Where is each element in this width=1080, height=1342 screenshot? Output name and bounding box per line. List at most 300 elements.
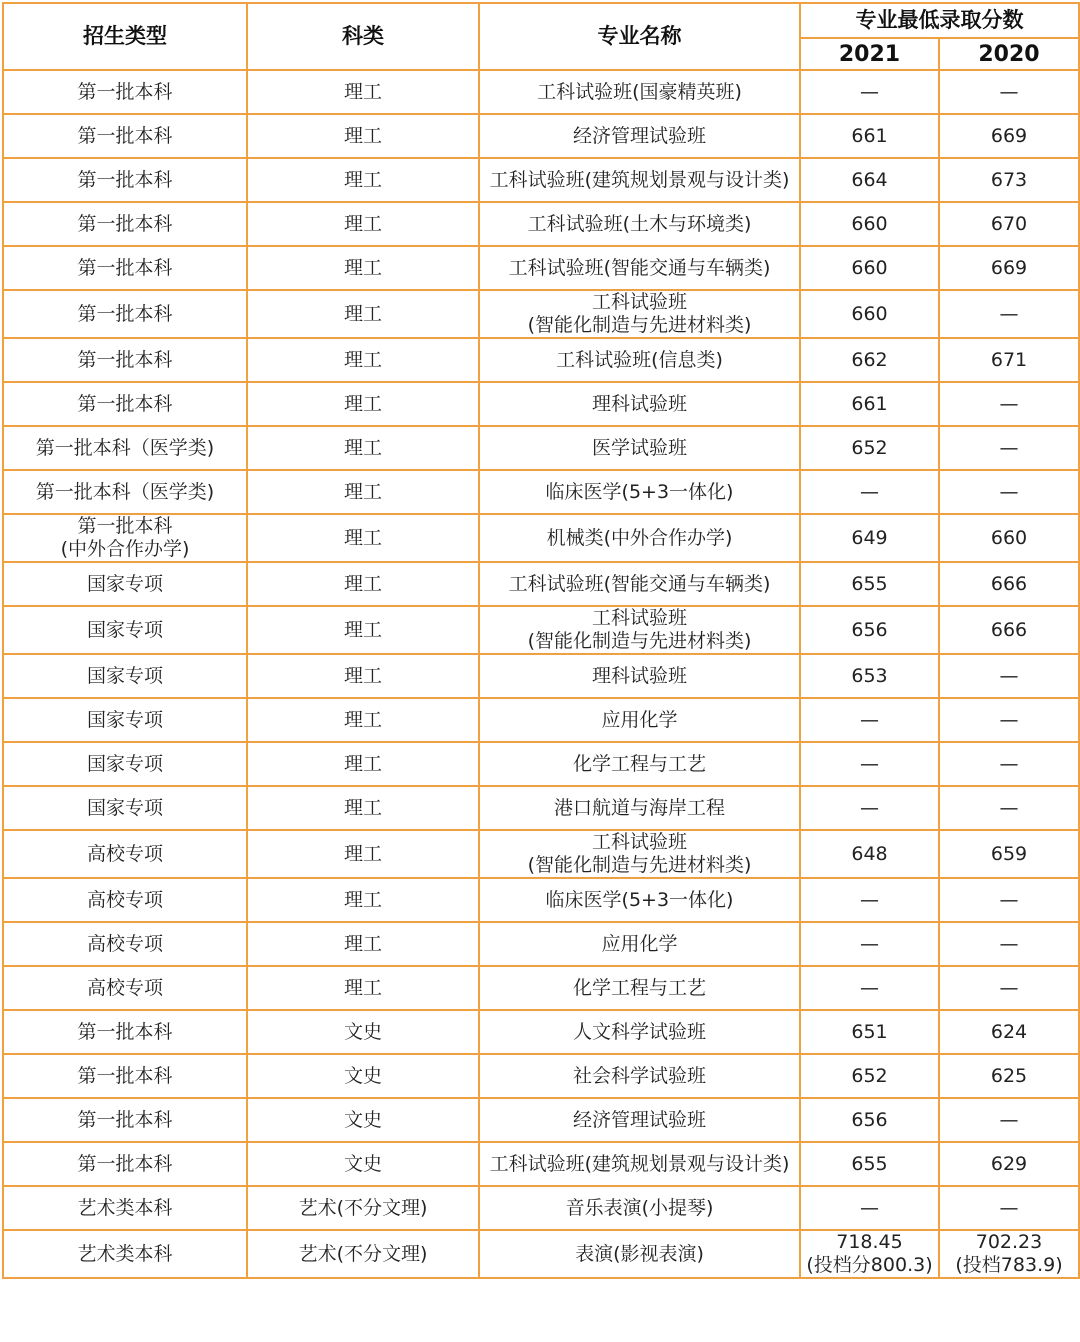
- cell-score-2021: [800, 290, 939, 338]
- cell-score-2020: [939, 158, 1079, 202]
- cell-text-line: 理工: [343, 796, 382, 819]
- cell-text-line: 理工: [343, 256, 382, 279]
- cell-subject-category: [247, 1230, 479, 1278]
- cell-major-name: [479, 742, 800, 786]
- cell-text-line: 文史: [343, 1108, 382, 1131]
- cell-text-line: 艺术(不分文理): [298, 1196, 428, 1219]
- cell-subject-category: [247, 202, 479, 246]
- cell-score-2020: [939, 426, 1079, 470]
- cell-major-name: [479, 70, 800, 114]
- cell-text-line: 第一批本科（医学类): [35, 480, 215, 503]
- cell-admission-type: [3, 158, 247, 202]
- cell-admission-type: [3, 70, 247, 114]
- table-row: [3, 290, 1079, 338]
- cell-score-2021: [800, 426, 939, 470]
- table-row: [3, 426, 1079, 470]
- cell-score-2021: [800, 246, 939, 290]
- cell-text-line: 629: [990, 1152, 1028, 1175]
- header-min-score-group: 专业最低录取分数: [800, 3, 1079, 38]
- cell-score-2020: [939, 1142, 1079, 1186]
- cell-text-line: 工科试验班: [591, 831, 687, 853]
- cell-score-2020: [939, 114, 1079, 158]
- cell-text-line: 艺术类本科: [77, 1242, 173, 1265]
- cell-major-name: [479, 698, 800, 742]
- cell-major-name: [479, 382, 800, 426]
- cell-subject-category: [247, 1186, 479, 1230]
- cell-score-2020: [939, 922, 1079, 966]
- cell-score-2021: [800, 966, 939, 1010]
- cell-score-2020: [939, 742, 1079, 786]
- header-subject-category: 科类: [247, 3, 479, 70]
- cell-text-line: 表演(影视表演): [575, 1242, 704, 1265]
- cell-text-line: 临床医学(5+3一体化): [545, 480, 734, 503]
- cell-score-2021: [800, 698, 939, 742]
- cell-score-2021: [800, 562, 939, 606]
- cell-text-line: 670: [990, 212, 1028, 235]
- table-row: [3, 1230, 1079, 1278]
- cell-score-2020: [939, 382, 1079, 426]
- cell-admission-type: [3, 114, 247, 158]
- table-row: [3, 114, 1079, 158]
- cell-score-2021: [800, 158, 939, 202]
- cell-text-line: 656: [851, 618, 888, 641]
- cell-score-2021: [800, 654, 939, 698]
- table-row: [3, 1054, 1079, 1098]
- cell-text-line: —: [999, 796, 1019, 819]
- cell-score-2020: [939, 606, 1079, 654]
- cell-text-line: 理工: [343, 976, 382, 999]
- cell-score-2020: [939, 562, 1079, 606]
- cell-subject-category: [247, 1010, 479, 1054]
- cell-text-line: (智能化制造与先进材料类): [527, 630, 752, 652]
- cell-text-line: (智能化制造与先进材料类): [527, 854, 752, 876]
- cell-text-line: —: [999, 976, 1019, 999]
- cell-text-line: 671: [990, 348, 1028, 371]
- table-row: [3, 878, 1079, 922]
- cell-admission-type: [3, 338, 247, 382]
- cell-text-line: 理工: [343, 302, 382, 325]
- cell-text-line: 工科试验班(土木与环境类): [527, 212, 752, 235]
- cell-major-name: [479, 562, 800, 606]
- cell-text-line: 国家专项: [86, 664, 163, 687]
- cell-score-2021: [800, 202, 939, 246]
- cell-text-line: —: [860, 1196, 879, 1219]
- cell-text-line: 理工: [343, 124, 382, 147]
- cell-score-2020: [939, 1186, 1079, 1230]
- cell-text-line: 651: [851, 1020, 888, 1043]
- cell-text-line: 艺术类本科: [77, 1196, 173, 1219]
- cell-subject-category: [247, 70, 479, 114]
- cell-subject-category: [247, 1054, 479, 1098]
- cell-text-line: 659: [990, 842, 1028, 865]
- cell-text-line: 661: [851, 124, 888, 147]
- table-body: [3, 70, 1079, 1278]
- cell-score-2021: [800, 382, 939, 426]
- cell-score-2021: [800, 922, 939, 966]
- cell-text-line: 655: [851, 1152, 888, 1175]
- cell-score-2021: [800, 1098, 939, 1142]
- cell-text-line: 经济管理试验班: [572, 124, 706, 147]
- cell-score-2020: [939, 654, 1079, 698]
- cell-score-2021: [800, 470, 939, 514]
- table-row: [3, 338, 1079, 382]
- cell-admission-type: [3, 830, 247, 878]
- cell-text-line: 第一批本科: [77, 80, 173, 103]
- cell-score-2020: [939, 470, 1079, 514]
- cell-score-2020: [939, 1054, 1079, 1098]
- cell-text-line: 工科试验班(信息类): [556, 348, 723, 371]
- cell-text-line: 660: [990, 526, 1028, 549]
- cell-text-line: 工科试验班: [591, 291, 687, 313]
- cell-text-line: 国家专项: [86, 796, 163, 819]
- table-row: [3, 742, 1079, 786]
- cell-score-2021: [800, 1054, 939, 1098]
- cell-text-line: 工科试验班: [591, 607, 687, 629]
- cell-text-line: 669: [990, 124, 1028, 147]
- cell-text-line: 理科试验班: [591, 664, 687, 687]
- cell-text-line: 理工: [343, 842, 382, 865]
- cell-text-line: —: [860, 80, 879, 103]
- cell-subject-category: [247, 786, 479, 830]
- cell-text-line: 理工: [343, 526, 382, 549]
- cell-admission-type: [3, 562, 247, 606]
- cell-text-line: 文史: [343, 1152, 382, 1175]
- cell-text-line: —: [860, 976, 879, 999]
- cell-text-line: 649: [851, 526, 888, 549]
- cell-text-line: (投档分800.3): [806, 1254, 933, 1276]
- cell-text-line: 652: [851, 436, 888, 459]
- cell-subject-category: [247, 966, 479, 1010]
- cell-text-line: —: [999, 80, 1019, 103]
- cell-subject-category: [247, 922, 479, 966]
- cell-subject-category: [247, 606, 479, 654]
- cell-major-name: [479, 202, 800, 246]
- cell-major-name: [479, 426, 800, 470]
- cell-text-line: 理工: [343, 752, 382, 775]
- cell-score-2021: [800, 114, 939, 158]
- cell-text-line: 652: [851, 1064, 888, 1087]
- cell-text-line: 第一批本科: [77, 212, 173, 235]
- cell-major-name: [479, 514, 800, 562]
- cell-admission-type: [3, 1010, 247, 1054]
- header-row-1: [3, 3, 1079, 38]
- cell-admission-type: [3, 742, 247, 786]
- table-row: [3, 698, 1079, 742]
- cell-text-line: 661: [851, 392, 888, 415]
- table-row: [3, 1186, 1079, 1230]
- cell-text-line: (投档783.9): [955, 1254, 1063, 1276]
- cell-text-line: —: [860, 932, 879, 955]
- cell-major-name: [479, 830, 800, 878]
- cell-admission-type: [3, 878, 247, 922]
- cell-text-line: 理工: [343, 168, 382, 191]
- cell-major-name: [479, 654, 800, 698]
- cell-major-name: [479, 246, 800, 290]
- cell-subject-category: [247, 742, 479, 786]
- cell-text-line: 648: [851, 842, 888, 865]
- cell-score-2020: [939, 1230, 1079, 1278]
- cell-subject-category: [247, 1142, 479, 1186]
- cell-text-line: 化学工程与工艺: [572, 752, 706, 775]
- cell-text-line: 临床医学(5+3一体化): [545, 888, 734, 911]
- cell-score-2021: [800, 878, 939, 922]
- cell-text-line: (智能化制造与先进材料类): [527, 314, 752, 336]
- cell-text-line: —: [999, 1196, 1019, 1219]
- cell-score-2021: [800, 514, 939, 562]
- cell-major-name: [479, 1098, 800, 1142]
- cell-text-line: 艺术(不分文理): [298, 1242, 428, 1265]
- cell-admission-type: [3, 1098, 247, 1142]
- cell-text-line: —: [860, 752, 879, 775]
- cell-text-line: 工科试验班(建筑规划景观与设计类): [489, 1152, 790, 1175]
- cell-score-2021: [800, 1186, 939, 1230]
- cell-score-2021: [800, 1230, 939, 1278]
- cell-score-2021: [800, 830, 939, 878]
- table-row: [3, 606, 1079, 654]
- cell-major-name: [479, 1142, 800, 1186]
- cell-text-line: 工科试验班(国豪精英班): [537, 80, 742, 103]
- cell-admission-type: [3, 966, 247, 1010]
- cell-major-name: [479, 158, 800, 202]
- cell-score-2021: [800, 1142, 939, 1186]
- admission-scores-table: [2, 2, 1080, 1279]
- cell-text-line: 经济管理试验班: [572, 1108, 706, 1131]
- cell-text-line: 669: [990, 256, 1028, 279]
- cell-text-line: 656: [851, 1108, 888, 1131]
- cell-text-line: 625: [990, 1064, 1028, 1087]
- cell-score-2020: [939, 70, 1079, 114]
- cell-admission-type: [3, 654, 247, 698]
- cell-text-line: 港口航道与海岸工程: [553, 796, 725, 819]
- cell-text-line: 第一批本科: [77, 1152, 173, 1175]
- cell-text-line: 理工: [343, 572, 382, 595]
- table-row: [3, 382, 1079, 426]
- cell-admission-type: [3, 1230, 247, 1278]
- cell-score-2021: [800, 606, 939, 654]
- table-row: [3, 562, 1079, 606]
- cell-major-name: [479, 878, 800, 922]
- cell-text-line: 673: [990, 168, 1028, 191]
- cell-score-2020: [939, 1010, 1079, 1054]
- cell-text-line: 文史: [343, 1020, 382, 1043]
- cell-admission-type: [3, 470, 247, 514]
- cell-major-name: [479, 1230, 800, 1278]
- cell-score-2021: [800, 1010, 939, 1054]
- table-row: [3, 830, 1079, 878]
- cell-text-line: 理工: [343, 212, 382, 235]
- cell-admission-type: [3, 202, 247, 246]
- cell-text-line: 664: [851, 168, 888, 191]
- cell-text-line: 第一批本科: [77, 1020, 173, 1043]
- cell-text-line: 理工: [343, 348, 382, 371]
- cell-score-2020: [939, 514, 1079, 562]
- cell-text-line: 应用化学: [601, 708, 678, 731]
- cell-text-line: 工科试验班(智能交通与车辆类): [508, 256, 771, 279]
- cell-text-line: —: [999, 1108, 1019, 1131]
- cell-major-name: [479, 290, 800, 338]
- cell-admission-type: [3, 698, 247, 742]
- cell-text-line: 理工: [343, 618, 382, 641]
- cell-score-2020: [939, 830, 1079, 878]
- cell-text-line: 第一批本科: [77, 302, 173, 325]
- cell-text-line: 国家专项: [86, 752, 163, 775]
- cell-text-line: —: [999, 664, 1019, 687]
- cell-text-line: 理工: [343, 888, 382, 911]
- cell-text-line: (中外合作办学): [60, 538, 190, 560]
- cell-text-line: 第一批本科: [77, 515, 173, 537]
- cell-text-line: 国家专项: [86, 618, 163, 641]
- cell-score-2021: [800, 786, 939, 830]
- cell-text-line: 工科试验班(建筑规划景观与设计类): [489, 168, 790, 191]
- cell-admission-type: [3, 246, 247, 290]
- cell-text-line: 660: [851, 212, 888, 235]
- cell-text-line: —: [999, 302, 1019, 325]
- cell-text-line: —: [999, 932, 1019, 955]
- cell-text-line: 第一批本科: [77, 348, 173, 371]
- cell-text-line: 理工: [343, 80, 382, 103]
- cell-score-2020: [939, 202, 1079, 246]
- cell-score-2021: [800, 742, 939, 786]
- cell-score-2020: [939, 338, 1079, 382]
- cell-text-line: 第一批本科（医学类): [35, 436, 215, 459]
- cell-text-line: —: [999, 888, 1019, 911]
- cell-admission-type: [3, 786, 247, 830]
- cell-text-line: 理工: [343, 708, 382, 731]
- cell-admission-type: [3, 1186, 247, 1230]
- cell-text-line: 人文科学试验班: [572, 1020, 706, 1043]
- cell-subject-category: [247, 654, 479, 698]
- cell-text-line: 第一批本科: [77, 256, 173, 279]
- cell-score-2020: [939, 698, 1079, 742]
- cell-text-line: 655: [851, 572, 888, 595]
- cell-text-line: 高校专项: [86, 842, 163, 865]
- cell-text-line: 机械类(中外合作办学): [546, 526, 733, 549]
- table-row: [3, 158, 1079, 202]
- cell-subject-category: [247, 1098, 479, 1142]
- cell-text-line: 医学试验班: [591, 436, 687, 459]
- cell-text-line: 高校专项: [86, 888, 163, 911]
- cell-text-line: 第一批本科: [77, 392, 173, 415]
- cell-major-name: [479, 786, 800, 830]
- cell-text-line: 660: [851, 256, 888, 279]
- cell-score-2020: [939, 1098, 1079, 1142]
- table-row: [3, 246, 1079, 290]
- table-row: [3, 966, 1079, 1010]
- cell-major-name: [479, 966, 800, 1010]
- cell-major-name: [479, 606, 800, 654]
- table-row: [3, 70, 1079, 114]
- table-row: [3, 514, 1079, 562]
- cell-text-line: 理工: [343, 480, 382, 503]
- table-row: [3, 1010, 1079, 1054]
- table-row: [3, 1098, 1079, 1142]
- cell-subject-category: [247, 338, 479, 382]
- cell-text-line: —: [999, 436, 1019, 459]
- cell-admission-type: [3, 514, 247, 562]
- cell-text-line: 音乐表演(小提琴): [565, 1196, 714, 1219]
- cell-text-line: 理工: [343, 392, 382, 415]
- cell-subject-category: [247, 426, 479, 470]
- cell-subject-category: [247, 114, 479, 158]
- cell-text-line: 工科试验班(智能交通与车辆类): [508, 572, 771, 595]
- cell-text-line: 高校专项: [86, 976, 163, 999]
- cell-text-line: 国家专项: [86, 708, 163, 731]
- cell-subject-category: [247, 382, 479, 426]
- cell-admission-type: [3, 1054, 247, 1098]
- header-admission-type: 招生类型: [3, 3, 247, 70]
- cell-text-line: 666: [990, 618, 1028, 641]
- cell-admission-type: [3, 290, 247, 338]
- cell-text-line: 高校专项: [86, 932, 163, 955]
- cell-subject-category: [247, 878, 479, 922]
- table-row: [3, 1142, 1079, 1186]
- cell-score-2021: [800, 70, 939, 114]
- cell-admission-type: [3, 382, 247, 426]
- cell-text-line: 社会科学试验班: [572, 1064, 706, 1087]
- cell-text-line: 应用化学: [601, 932, 678, 955]
- cell-subject-category: [247, 514, 479, 562]
- cell-text-line: 第一批本科: [77, 1064, 173, 1087]
- cell-score-2020: [939, 246, 1079, 290]
- cell-subject-category: [247, 470, 479, 514]
- cell-subject-category: [247, 562, 479, 606]
- cell-text-line: 653: [851, 664, 888, 687]
- cell-text-line: —: [860, 888, 879, 911]
- header-year-2021: 2021: [800, 38, 939, 70]
- cell-subject-category: [247, 246, 479, 290]
- cell-text-line: 理工: [343, 932, 382, 955]
- cell-admission-type: [3, 922, 247, 966]
- cell-text-line: 666: [990, 572, 1028, 595]
- cell-text-line: 国家专项: [86, 572, 163, 595]
- cell-major-name: [479, 1054, 800, 1098]
- header-year-2020: 2020: [939, 38, 1079, 70]
- cell-text-line: —: [999, 708, 1019, 731]
- cell-text-line: 化学工程与工艺: [572, 976, 706, 999]
- table-row: [3, 654, 1079, 698]
- cell-text-line: 第一批本科: [77, 168, 173, 191]
- header-major-name: 专业名称: [479, 3, 800, 70]
- cell-text-line: 第一批本科: [77, 124, 173, 147]
- cell-text-line: 662: [851, 348, 888, 371]
- table-row: [3, 786, 1079, 830]
- cell-subject-category: [247, 698, 479, 742]
- cell-text-line: —: [860, 796, 879, 819]
- cell-text-line: 理科试验班: [591, 392, 687, 415]
- cell-score-2020: [939, 786, 1079, 830]
- cell-text-line: 624: [990, 1020, 1028, 1043]
- cell-subject-category: [247, 290, 479, 338]
- cell-text-line: —: [860, 480, 879, 503]
- cell-major-name: [479, 114, 800, 158]
- cell-major-name: [479, 1010, 800, 1054]
- cell-text-line: 660: [851, 302, 888, 325]
- cell-major-name: [479, 922, 800, 966]
- cell-text-line: 理工: [343, 664, 382, 687]
- cell-admission-type: [3, 1142, 247, 1186]
- cell-text-line: —: [999, 392, 1019, 415]
- cell-major-name: [479, 1186, 800, 1230]
- cell-text-line: —: [999, 752, 1019, 775]
- cell-text-line: 702.23: [975, 1231, 1043, 1253]
- cell-text-line: —: [860, 708, 879, 731]
- table-row: [3, 922, 1079, 966]
- cell-major-name: [479, 338, 800, 382]
- cell-subject-category: [247, 830, 479, 878]
- cell-score-2020: [939, 878, 1079, 922]
- cell-text-line: 理工: [343, 436, 382, 459]
- cell-text-line: 文史: [343, 1064, 382, 1087]
